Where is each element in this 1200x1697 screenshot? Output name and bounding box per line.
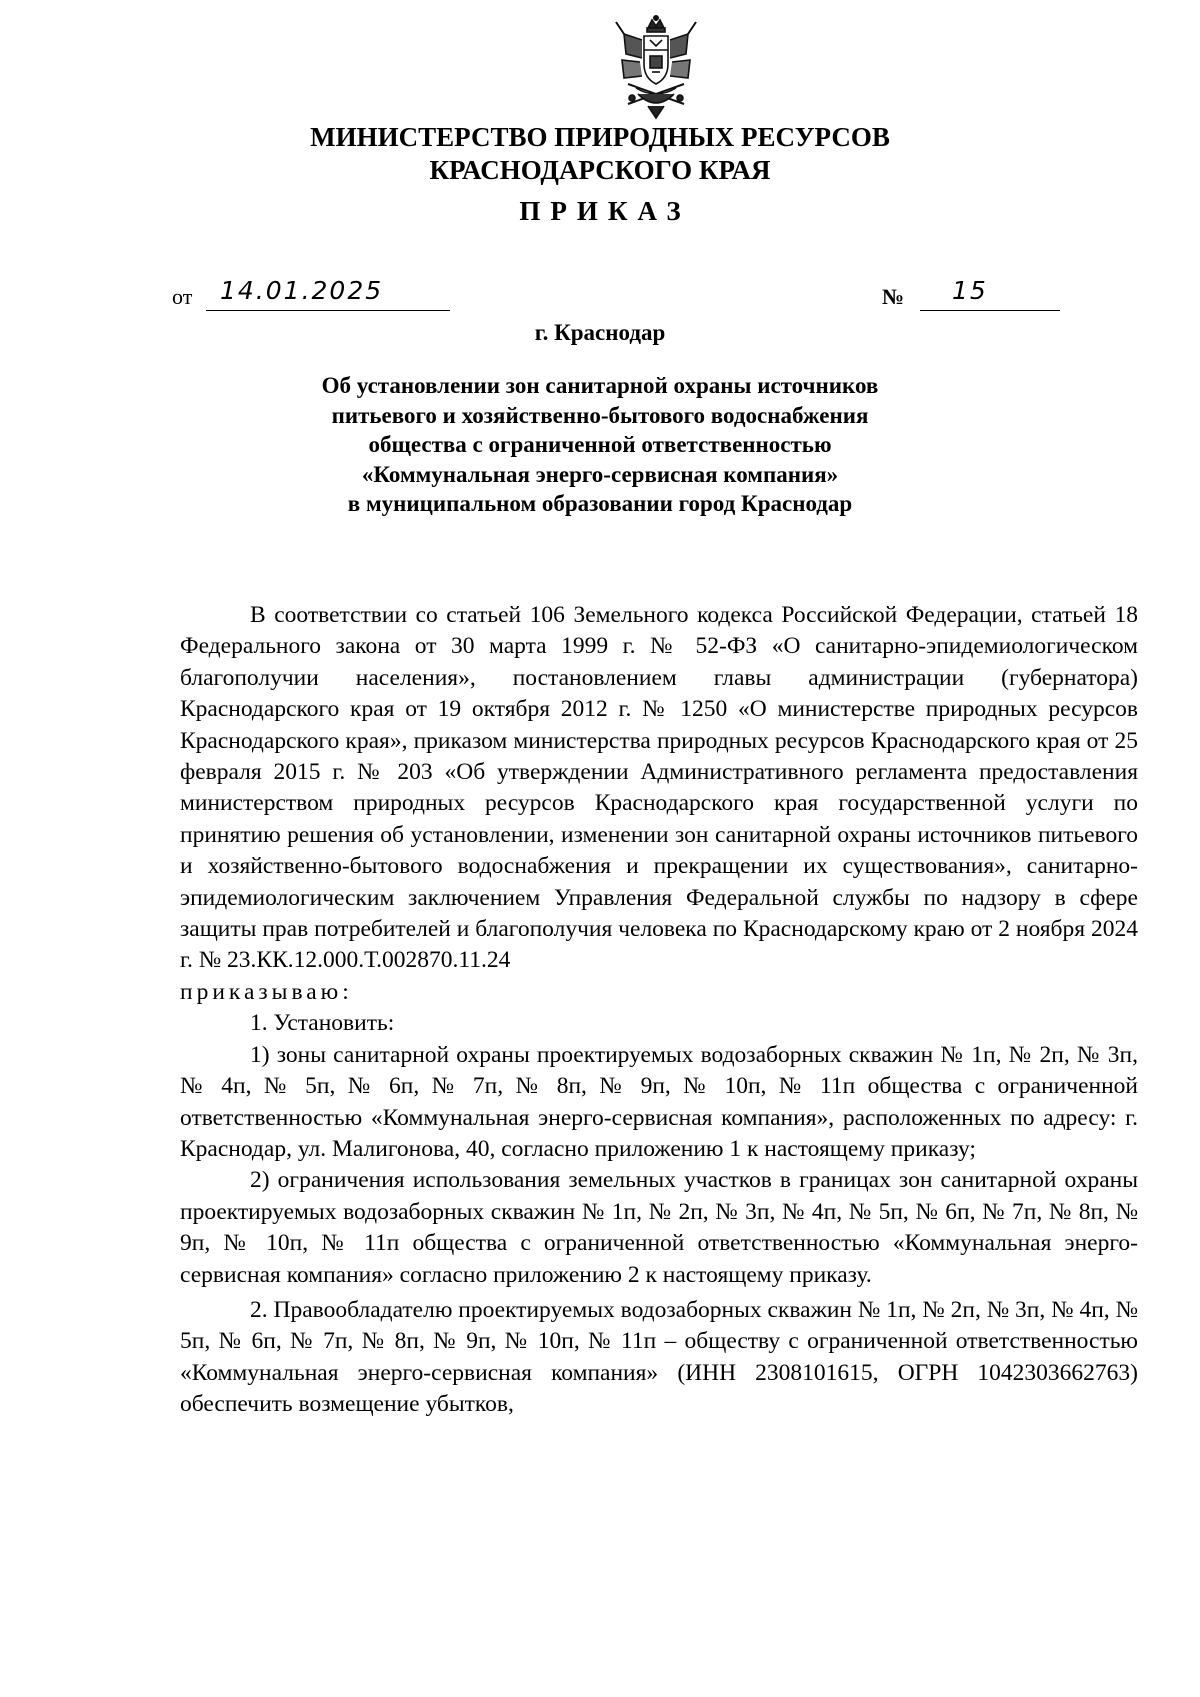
item-1-2-paragraph: 2) ограничения использования земельных участков в границах зон санитарной охраны проектируемых водозаборных скважин № 1п, № 2п, № 3п, № 4п, № 5п, № 6п, № 7п, № 8п, № 9п, № 10п, № 11п общества с ограниченной ответственностью «Коммунальная энерго-сервисная компания» согласно приложению 2 к настоящему приказу. xyxy=(180,1167,1138,1288)
subject-line: общества с ограниченной ответственностью xyxy=(368,432,832,457)
preamble-paragraph: В соответствии со статьей 106 Земельного кодекса Российской Федерации, статьей 18 Федерального закона от 30 марта 1999 г. № 52-ФЗ «О санитарно-эпидемиологическом благополучии населения», постановлением главы администрации (губернатора) Краснодарского края от 19 октября 2012 г. № 1250 «О министерстве природных ресурсов Краснодарского края», приказом министерства природных ресурсов Краснодарского края от 25 февраля 2015 г. № 203 «Об утверждении Административного регламента предоставления министерством природных ресурсов Краснодарского края государственной услуги по принятию решения об установлении, изменении зон санитарной охраны источников питьевого и хозяйственно-бытового водоснабжения и прекращении их существования», санитарно-эпидемиологическим заключением Управления Федеральной службы по надзору в сфере защиты прав потребителей и благополучия человека по Краснодарскому краю от 2 ноября 2024 г. № 23.КК.12.000.Т.002870.11.24 xyxy=(180,602,1138,974)
subject-line: в муниципальном образовании город Краснодар xyxy=(347,491,853,516)
ministry-name-line1: МИНИСТЕРСТВО ПРИРОДНЫХ РЕСУРСОВ xyxy=(310,122,890,152)
order-word: приказываю: xyxy=(180,978,353,1005)
number-field xyxy=(920,276,1060,311)
item-1-title: 1. Установить: xyxy=(250,1010,395,1037)
document-type: ПРИКАЗ xyxy=(519,196,691,226)
date-number-row xyxy=(172,276,1140,316)
order-word-paragraph xyxy=(180,977,1138,1008)
subject-line: питьевого и хозяйственно-бытового водоснабжения xyxy=(331,402,869,428)
city: г. Краснодар xyxy=(534,320,666,345)
document-body xyxy=(180,600,1138,1421)
date-label: от xyxy=(172,284,193,309)
item-2-paragraph: 2. Правообладателю проектируемых водозаборных скважин № 1п, № 2п, № 3п, № 4п, № 5п, № 6п, № 7п, № 8п, № 9п, № 10п, № 11п – обществу с ограниченной ответственностью «Коммунальная энерго-сервисная компания» (ИНН 2308101615, ОГРН 1042303662763) обеспечить возмещение убытков, xyxy=(180,1296,1138,1418)
ministry-name-line2: КРАСНОДАРСКОГО КРАЯ xyxy=(429,155,771,185)
coat-of-arms-icon xyxy=(612,14,700,122)
subject-line: «Коммунальная энерго-сервисная компания» xyxy=(361,461,839,487)
subject-line: Об установлении зон санитарной охраны источников xyxy=(321,373,879,398)
handwritten-date: 14.01.2025 xyxy=(220,276,384,305)
item-1-1-paragraph: 1) зоны санитарной охраны проектируемых водозаборных скважин № 1п, № 2п, № 3п, № 4п, № 5п, № 6п, № 7п, № 8п, № 9п, № 10п, № 11п общества с ограниченной ответственностью «Коммунальная энерго-сервисная компания», расположенных по адресу: г. Краснодар, ул. Малигонова, 40, согласно приложению 1 к настоящему приказу; xyxy=(180,1041,1138,1162)
number-label: № xyxy=(882,284,905,309)
document-subject xyxy=(0,371,1200,519)
date-field xyxy=(206,276,450,311)
handwritten-number: 15 xyxy=(952,276,988,305)
